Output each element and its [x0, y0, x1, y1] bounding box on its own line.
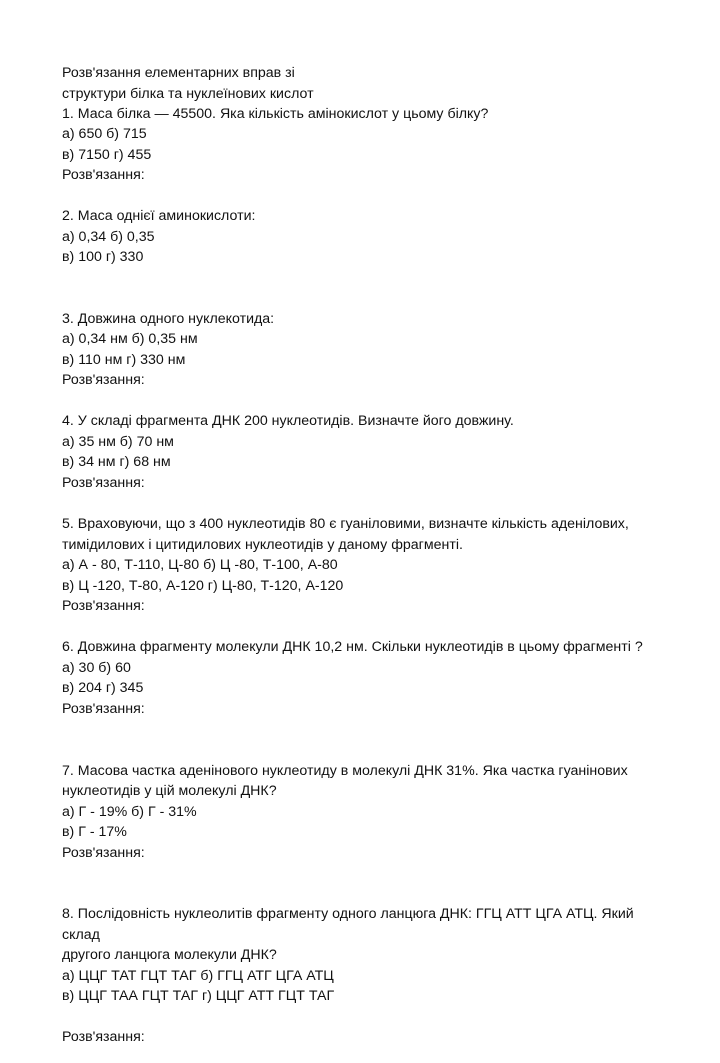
- question-7-line-1: 7. Масова частка аденінового нуклеотиду в молекулі ДНК 31%. Яка частка гуанінових: [62, 763, 628, 779]
- question-7-solution-label: Розв'язання:: [62, 845, 145, 861]
- question-5-solution-label: Розв'язання:: [62, 598, 145, 614]
- question-8-line-2: склад: [62, 927, 100, 943]
- question-4-options-c-d: в) 34 нм г) 68 нм: [62, 454, 171, 470]
- question-6-options-a-b: а) 30 б) 60: [62, 660, 131, 676]
- title-line-2: структури білка та нуклеїнових кислот: [62, 86, 314, 102]
- question-5-line-1: 5. Враховуючи, що з 400 нуклеотидів 80 є гуаніловими, визначте кількість аденілових,: [62, 516, 629, 532]
- question-6-options-c-d: в) 204 г) 345: [62, 680, 144, 696]
- question-1: 1. Маса білка — 45500. Яка кількість амінокислот у цьому білку?: [62, 106, 489, 122]
- question-1-solution-label: Розв'язання:: [62, 167, 145, 183]
- question-7-options-a-b: а) Г - 19% б) Г - 31%: [62, 804, 197, 820]
- question-1-options-c-d: в) 7150 г) 455: [62, 147, 152, 163]
- question-2: 2. Маса однієї аминокислоти:: [62, 208, 256, 224]
- question-6-solution-label: Розв'язання:: [62, 701, 145, 717]
- question-8-options-a-b: а) ЦЦГ ТАТ ГЦТ ТАГ б) ГГЦ АТГ ЦГА АТЦ: [62, 968, 334, 984]
- question-5-options-c-d: в) Ц -120, Т-80, А-120 г) Ц-80, Т-120, А-120: [62, 578, 344, 594]
- question-8-solution-label: Розв'язання:: [62, 1029, 145, 1045]
- question-2-options-a-b: а) 0,34 б) 0,35: [62, 229, 155, 245]
- question-3-solution-label: Розв'язання:: [62, 372, 145, 388]
- question-8-line-1: 8. Послідовність нуклеолитів фрагменту одного ланцюга ДНК: ГГЦ АТТ ЦГА АТЦ. Який: [62, 906, 634, 922]
- question-4-solution-label: Розв'язання:: [62, 475, 145, 491]
- question-7-options-c: в) Г - 17%: [62, 824, 127, 840]
- question-3: 3. Довжина одного нуклекотида:: [62, 311, 275, 327]
- question-3-options-c-d: в) 110 нм г) 330 нм: [62, 352, 186, 368]
- title-line-1: Розв'язання елементарних вправ зі: [62, 65, 295, 81]
- question-5-line-2: тимідилових і цитидилових нуклеотидів у даному фрагменті.: [62, 537, 463, 553]
- question-7-line-2: нуклеотидів у цій молекулі ДНК?: [62, 783, 277, 799]
- question-3-options-a-b: а) 0,34 нм б) 0,35 нм: [62, 331, 198, 347]
- question-2-options-c-d: в) 100 г) 330: [62, 249, 144, 265]
- question-6: 6. Довжина фрагменту молекули ДНК 10,2 нм. Скільки нуклеотидів в цьому фрагменті ?: [62, 639, 643, 655]
- question-4: 4. У складі фрагмента ДНК 200 нуклеотидів. Визначте його довжину.: [62, 413, 514, 429]
- question-4-options-a-b: а) 35 нм б) 70 нм: [62, 434, 174, 450]
- question-1-options-a-b: а) 650 б) 715: [62, 126, 147, 142]
- question-8-line-3: другого ланцюга молекули ДНК?: [62, 947, 277, 963]
- question-5-options-a-b: а) А - 80, Т-110, Ц-80 б) Ц -80, Т-100, А-80: [62, 557, 338, 573]
- question-8-options-c-d: в) ЦЦГ ТАА ГЦТ ТАГ г) ЦЦГ АТТ ГЦТ ТАГ: [62, 988, 335, 1004]
